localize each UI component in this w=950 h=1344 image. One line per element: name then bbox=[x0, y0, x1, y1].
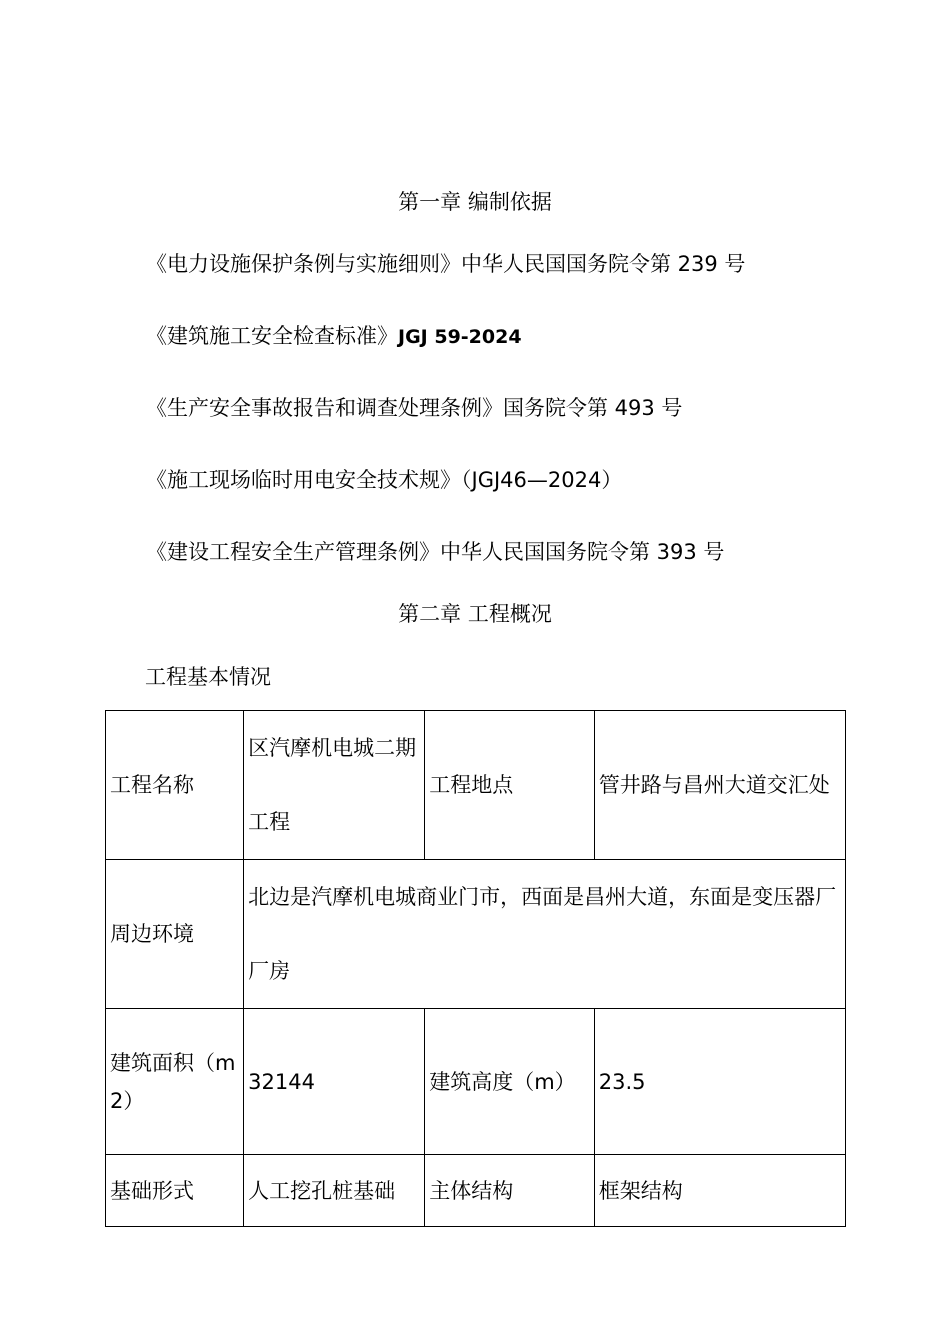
section-title: 工程基本情况 bbox=[145, 665, 271, 689]
surroundings-label: 周边环境 bbox=[106, 860, 244, 1009]
table-row bbox=[106, 1009, 846, 1155]
reference-text: 《建筑施工安全检查标准》 bbox=[146, 324, 398, 348]
location-value: 管井路与昌州大道交汇处 bbox=[594, 711, 845, 860]
foundation-value: 人工挖孔桩基础 bbox=[244, 1155, 425, 1227]
project-info-table bbox=[105, 710, 846, 1227]
height-label: 建筑高度（m） bbox=[425, 1009, 595, 1155]
chapter-2-title: 第二章 工程概况 bbox=[398, 602, 552, 626]
reference-item-4 bbox=[146, 464, 622, 494]
area-label: 建筑面积（m2） bbox=[106, 1009, 244, 1155]
reference-text: 《电力设施保护条例与实施细则》中华人民国国务院令第 239 号 bbox=[146, 252, 746, 276]
reference-item-2 bbox=[146, 320, 522, 350]
height-value: 23.5 bbox=[594, 1009, 845, 1155]
project-name-value: 区汽摩机电城二期工程 bbox=[244, 711, 425, 860]
table-row bbox=[106, 711, 846, 860]
reference-item-5 bbox=[146, 536, 724, 566]
structure-value: 框架结构 bbox=[594, 1155, 845, 1227]
area-value: 32144 bbox=[244, 1009, 425, 1155]
reference-standard-code: JGJ 59-2024 bbox=[398, 326, 522, 348]
reference-item-1 bbox=[146, 248, 745, 278]
table-row bbox=[106, 860, 846, 1009]
location-label: 工程地点 bbox=[425, 711, 595, 860]
project-name-label: 工程名称 bbox=[106, 711, 244, 860]
table-row bbox=[106, 1155, 846, 1227]
reference-text: 《生产安全事故报告和调查处理条例》国务院令第 493 号 bbox=[146, 396, 683, 420]
chapter-1-title: 第一章 编制依据 bbox=[398, 190, 552, 214]
reference-text: 《建设工程安全生产管理条例》中华人民国国务院令第 393 号 bbox=[146, 540, 725, 564]
structure-label: 主体结构 bbox=[425, 1155, 595, 1227]
foundation-label: 基础形式 bbox=[106, 1155, 244, 1227]
surroundings-value: 北边是汽摩机电城商业门市，西面是昌州大道，东面是变压器厂厂房 bbox=[244, 860, 846, 1009]
reference-text: 《施工现场临时用电安全技术规》（JGJ46—2024） bbox=[146, 468, 623, 492]
reference-item-3 bbox=[146, 392, 682, 422]
